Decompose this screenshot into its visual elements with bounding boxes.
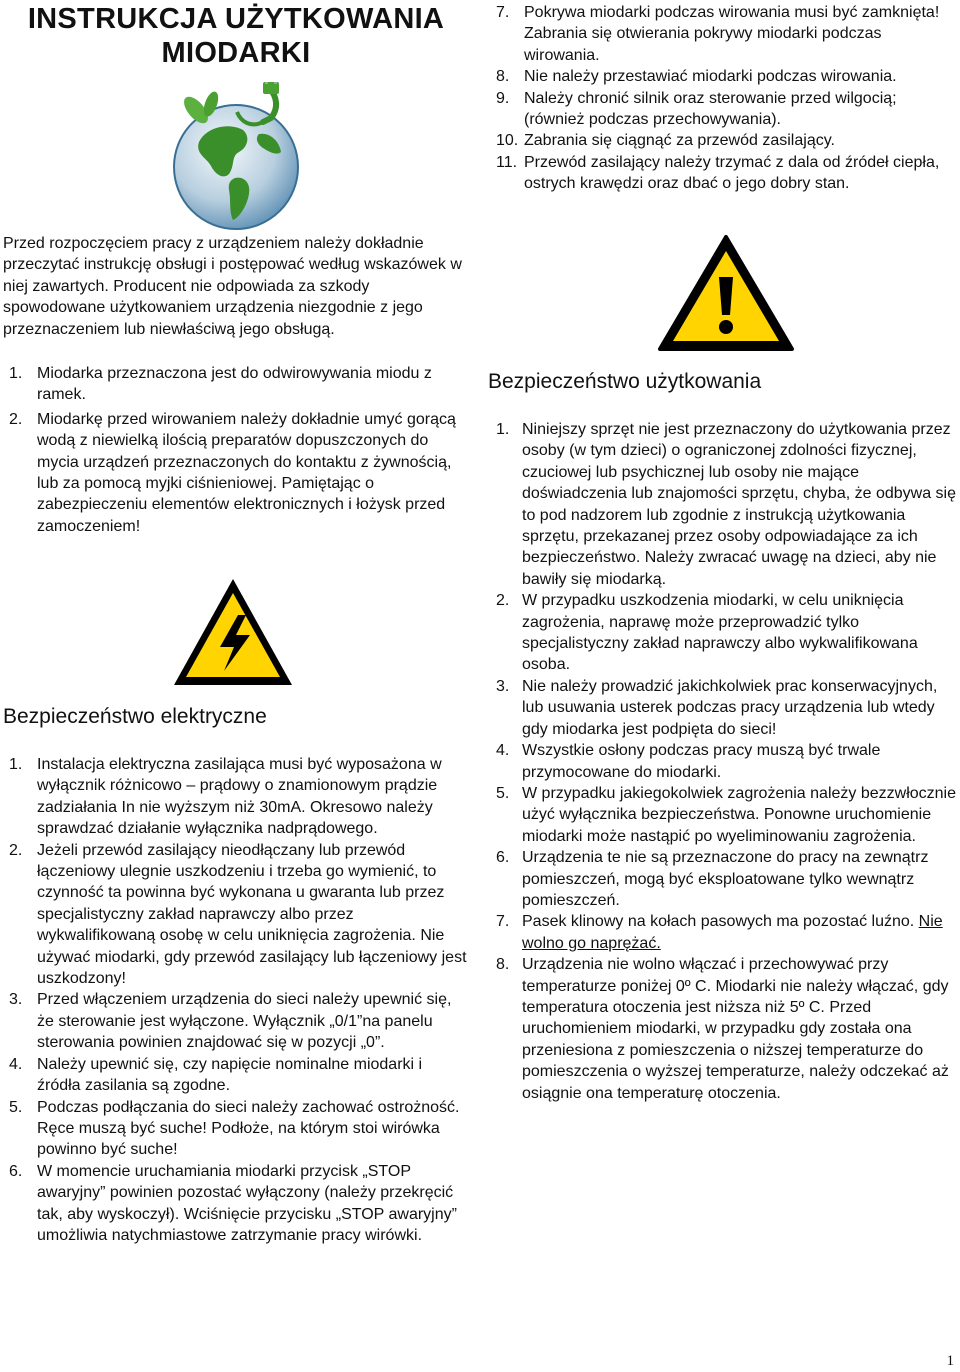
list-item: 2. Miodarkę przed wirowaniem należy dokładnie umyć gorącą wodą z niewielką ilością preparatów dopuszczonych do mycia urządzeń przeznaczonych do kontaktu z żywnością, lub za pomocą myjki ciśnieniowej. Pamiętając o zabezpieczeniu elementów elektronicznych i łożysk przed zamoczeniem!	[9, 410, 456, 535]
list-item: 7. Pokrywa miodarki podczas wirowania musi być zamknięta! Zabrania się otwierania pokrywy miodarki podczas wirowania.	[496, 4, 940, 64]
list-item: 2. W przypadku uszkodzenia miodarki, w celu uniknięcia zagrożenia, naprawę może przeprowadzić tylko specjalistyczny zakład naprawczy albo wykwalifikowana osoba.	[496, 592, 918, 674]
intro-list	[3, 363, 465, 537]
list-item: 4. Należy upewnić się, czy napięcie nominalne miodarki i źródła zasilania są zgodne.	[9, 1055, 423, 1095]
underlined-warning: Nie wolno go naprężać.	[522, 913, 943, 952]
electric-safety-heading: Bezpieczeństwo elektryczne	[3, 705, 267, 728]
list-item: 2. Jeżeli przewód zasilający nieodłączany lub przewód łączeniowy ulegnie uszkodzeniu i trzeba go wymienić, to czynność ta powinna być wykonana u gwaranta lub przez specjalistyczny zakład naprawczy albo przez wykwalifikowaną osobę w celu uniknięcia zagrożenia. Nie używać miodarki, gdy przewód zasilający lub łączeniowy jest uszkodzony!	[9, 841, 467, 988]
list-item: 7. Pasek klinowy na kołach pasowych ma pozostać luźno. Nie wolno go naprężać.	[496, 913, 943, 952]
intro-paragraph: Przed rozpoczęciem pracy z urządzeniem należy dokładnie przeczytać instrukcję obsługi i postępować według wskazówek w niej zawartych. Producent nie odpowiada za szkody spowodowane użytkowaniem urządzenia niezgodnie z jego przeznaczeniem lub niewłaściwą jego obsługą.	[3, 235, 462, 338]
list-item: 4. Wszystkie osłony podczas pracy muszą być trwale przymocowane do miodarki.	[496, 742, 881, 781]
list-item: 1. Niniejszy sprzęt nie jest przeznaczony do użytkowania przez osoby (w tym dzieci) o ograniczonej zdolności fizycznej, czuciowej lub psychicznej lub osoby nie mające doświadczenia lub znajomości sprzętu, chyba, że odbywa się to pod nadzorem lub zgodnie z instrukcją użytkowania sprzętu, przekazanej przez osoby odpowiadające za ich bezpieczeństwo. Należy zwracać uwagę na dzieci, aby nie bawiły się miodarką.	[496, 421, 957, 588]
list-item: 5. Podczas podłączania do sieci należy zachować ostrożność. Ręce muszą być suche! Podłoże, na którym stoi wirówka powinno być suche!	[9, 1098, 460, 1159]
title-line-1: INSTRUKCJA UŻYTKOWANIA	[27, 3, 445, 35]
eco-globe-plug-icon	[151, 82, 321, 232]
high-voltage-warning-icon	[168, 573, 298, 693]
list-item: 6. W momencie uruchamiania miodarki przycisk „STOP awaryjny” powinien pozostać wyłączony (należy przekręcić tak, aby wyskoczył). Wciśnięcie przycisku „STOP awaryjny” umożliwia natychmiastowe zatrzymanie pracy wirówki.	[9, 1162, 457, 1244]
electric-safety-list	[3, 754, 469, 1246]
title-line-2: MIODARKI	[161, 37, 311, 69]
list-item: 9. Należy chronić silnik oraz sterowanie przed wilgocią; (również podczas przechowywania).	[496, 89, 897, 129]
usage-safety-heading: Bezpieczeństwo użytkowania	[488, 370, 762, 393]
usage-safety-list	[486, 419, 960, 1104]
list-item: 3. Nie należy prowadzić jakichkolwiek prac konserwacyjnych, lub usuwania usterek podczas pracy urządzenia lub wtedy gdy miodarka jest podpięta do sieci!	[496, 677, 938, 738]
page-number: 1	[946, 1353, 954, 1369]
list-item: 1. Instalacja elektryczna zasilająca musi być wyposażona w wyłącznik różnicowo – prądowy o znamionowym prądzie zadziałania In nie wyższym niż 30mA. Okresowo należy sprawdzać działanie wyłącznika nadprądowego.	[9, 756, 442, 838]
general-warning-icon	[656, 233, 796, 353]
list-item: 1. Miodarka przeznaczona jest do odwirowywania miodu z ramek.	[9, 365, 432, 404]
list-item: 6. Urządzenia te nie są przeznaczone do pracy na zewnątrz pomieszczeń, mogą być eksploatowane tylko wewnątrz pomieszczeń.	[496, 849, 929, 909]
list-item: 3. Przed włączeniem urządzenia do sieci należy upewnić się, że sterowanie jest wyłączone. Wyłącznik „0/1”na panelu sterowania powinien znajdować się w pozycji „0”.	[9, 991, 452, 1052]
list-item: 11. Przewód zasilający należy trzymać z dala od źródeł ciepła, ostrych krawędzi oraz dbać o jego dobry stan.	[496, 153, 940, 193]
electric-safety-list-continued	[486, 2, 956, 195]
list-item: 8. Urządzenia nie wolno włączać i przechowywać przy temperaturze poniżej 0º C. Miodarki nie należy włączać, gdy temperatura otoczenia jest niższa niż 5º C. Przed uruchomieniem miodarki, w przypadku gdy została ona przeniesiona z pomieszczenia o niższej temperaturze do pomieszczenia o wyższej temperaturze, należy odczekać aż osiągnie ona temperaturę otoczenia.	[496, 956, 949, 1102]
left-column	[0, 0, 472, 1244]
list-item: 8. Nie należy przestawiać miodarki podczas wirowania.	[496, 68, 897, 86]
page-title	[0, 2, 472, 70]
list-item: 5. W przypadku jakiegokolwiek zagrożenia należy bezzwłocznie użyć wyłącznika bezpieczeństwa. Ponowne uruchomienie miodarki może nastąpić po wyeliminowaniu zagrożenia.	[496, 784, 956, 845]
list-item: 10. Zabrania się ciągnąć za przewód zasilający.	[496, 132, 835, 150]
